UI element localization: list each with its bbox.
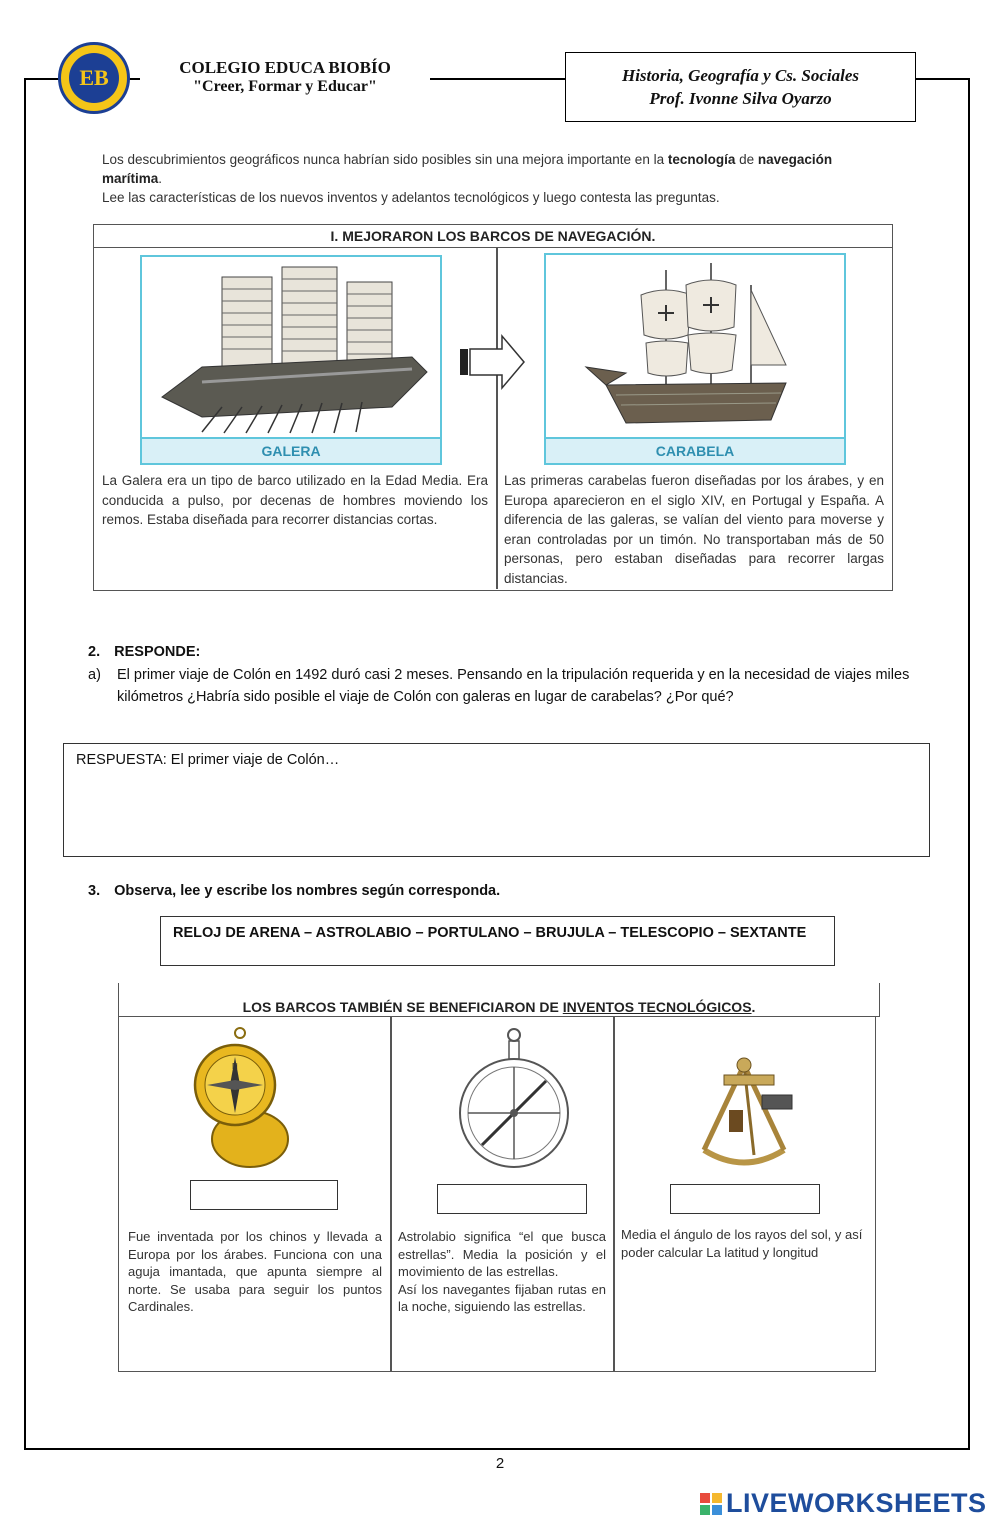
ships-divider [496,247,498,589]
brand-logo-icon [700,1493,722,1515]
sextant-description: Media el ángulo de los rayos del sol, y así poder calcular La latitud y longitud [621,1227,863,1260]
grid-divider [613,1017,615,1372]
q2-item-letter: a) [88,667,101,683]
inventions-title-part: LOS BARCOS TAMBIÉN SE BENEFICIARON DE [242,999,563,1015]
galera-ship-icon [142,257,440,439]
answer-text: RESPUESTA: El primer viaje de Colón… [76,752,340,768]
astrolabe-icon [454,1027,574,1173]
inventions-title-part: . [751,999,756,1015]
galera-image-box [140,255,442,465]
svg-text:N: N [232,1062,238,1071]
school-logo [58,42,130,114]
carabela-description: Las primeras carabelas fueron diseñadas por los árabes, y en Europa aparecieron en el siglo XIV, en Portugal y España. A diferencia de las galeras, se valían del viento para moverse y eran controladas por un timón. No transportaban más de 50 personas, pero estaban diseñadas para recorrer largas distancias. [504,473,884,586]
school-header [140,58,430,96]
carabela-image-box [544,253,846,465]
q2-heading-row [88,641,200,663]
intro-bold: tecnología [667,152,736,167]
intro-part: de [735,152,758,167]
answer-box[interactable] [63,743,930,857]
school-motto: "Creer, Formar y Educar" [193,78,377,95]
inventions-title [118,983,880,1017]
subject-box [565,52,916,122]
carabela-ship-icon [546,255,844,439]
q3-heading-row [88,880,500,902]
school-name: COLEGIO EDUCA BIOBÍO [179,58,391,77]
astrolabe-answer-input[interactable] [437,1184,587,1214]
q2-number: 2. [88,644,101,660]
grid-divider [390,1017,392,1372]
intro-part: . [158,171,163,186]
brand-name: LIVEWORKSHEETS [726,1488,987,1518]
page-number: 2 [495,1455,505,1472]
teacher-name: Prof. Ivonne Silva Oyarzo [649,89,832,108]
astrolabe-desc-1: Astrolabio significa “el que busca estrellas”. Media la posición y el movimiento de las estrellas. [398,1229,606,1279]
galera-description: La Galera era un tipo de barco utilizado en la Edad Media. Era conducida a pulso, por decenas de hombres moviendo los remos. Estaba diseñada para recorrer distancias cortas. [102,473,488,527]
intro-text [102,150,892,207]
compass-description: Fue inventada por los chinos y llevada a Europa por los árabes. Funciona con una aguja imantada, que apunta siempre al norte. Se usaba para seguir los puntos Cardinales. [128,1229,382,1314]
carabela-label: CARABELA [546,437,844,463]
intro-instruction: Lee las características de los nuevos inventos y adelantos tecnológicos y luego contesta las preguntas. [102,190,720,205]
logo-monogram: EB [69,53,119,103]
astrolabe-description [398,1228,606,1316]
q3-number: 3. [88,883,101,899]
inventions-section [118,983,880,1375]
compass-icon [190,1027,290,1173]
word-bank: RELOJ DE ARENA – ASTROLABIO – PORTULANO – BRUJULA – TELESCOPIO – SEXTANTE [160,916,835,966]
ships-title: I. MEJORARON LOS BARCOS DE NAVEGACIÓN. [94,225,892,248]
q3-heading: Observa, lee y escribe los nombres según corresponda. [114,883,501,899]
ships-section [93,224,893,591]
compass-answer-input[interactable] [190,1180,338,1210]
inventions-title-underlined: INVENTOS TECNOLÓGICOS [562,999,752,1015]
sextant-icon [684,1055,804,1171]
sextant-answer-input[interactable] [670,1184,820,1214]
galera-label: GALERA [142,437,440,463]
intro-bold: navegación marítima [102,152,833,186]
liveworksheets-brand [700,1488,987,1519]
subject-name: Historia, Geografía y Cs. Sociales [621,66,860,85]
q2-heading: RESPONDE: [114,644,201,660]
astrolabe-desc-2: Así los navegantes fijaban rutas en la noche, siguiendo las estrellas. [398,1281,606,1314]
intro-part: Los descubrimientos geográficos nunca habrían sido posibles sin una mejora importante en la [102,152,668,167]
q2-item-text: El primer viaje de Colón en 1492 duró casi 2 meses. Pensando en la tripulación requerida y en la necesidad de viajes miles kilómetros ¿Habría sido posible el viaje de Colón con galeras en lugar de carabelas? ¿Por qué? [117,667,910,705]
arrow-right-icon [458,333,526,391]
